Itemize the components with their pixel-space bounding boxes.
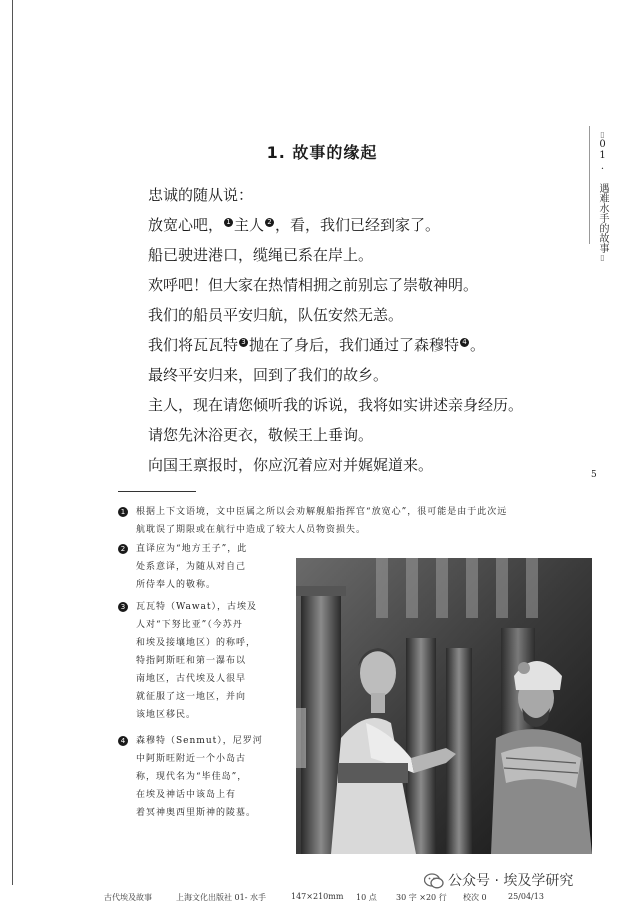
footnote-line: 就征服了这一地区，并向 (136, 692, 247, 702)
poem-text: 请您先沐浴更衣，敬候王上垂询。 (148, 426, 374, 444)
footnote-marker[interactable]: 4 (460, 338, 469, 347)
illustration-sailor-and-priest (296, 558, 592, 854)
footer-publisher: 上海文化出版社 01- 水手 (176, 893, 266, 902)
poem-text: 放宽心吧， (148, 216, 224, 234)
poem-line (148, 420, 523, 450)
footnote-line: 在埃及神话中该岛上有 (136, 790, 237, 800)
poem-line (148, 210, 523, 240)
poem-text: 我们的船员平安归航，队伍安然无恙。 (148, 306, 404, 324)
poem-body (148, 180, 523, 480)
poem-text: 主人 (234, 216, 265, 234)
poem-line (148, 300, 523, 330)
poem-text: 最终平安归来，回到了我们的故乡。 (148, 366, 389, 384)
footer-grid: 30 字 ×20 行 (396, 893, 447, 902)
footnote-number: 3 (118, 602, 128, 612)
poem-text: 。 (470, 336, 486, 354)
tab-bracket-icon: ▯ (598, 130, 607, 139)
footnote-text (136, 732, 286, 822)
poem-line (148, 390, 523, 420)
poem-text: 船已驶进港口，缆绳已系在岸上。 (148, 246, 374, 264)
footnote-number: 2 (118, 544, 128, 554)
tab-bracket-icon: ▯ (598, 253, 607, 262)
poem-text: 忠诚的随从说： (148, 186, 254, 204)
footnote-line: 处系意译，为随从对自己 (136, 562, 247, 572)
footnote-line: 该地区移民。 (136, 710, 197, 720)
footnote-line: 根据上下文语境，文中臣属之所以会劝解舰船指挥官“放宽心”，很可能是由于此次远 (136, 507, 508, 517)
page-border (12, 0, 13, 885)
footnote-rule (118, 491, 196, 492)
footnote-line: 特指阿斯旺和第一瀑布以 (136, 656, 247, 666)
poem-line (148, 240, 523, 270)
footnote-line: 中阿斯旺附近一个小岛古 (136, 754, 247, 764)
footnote-line: 南地区，古代埃及人很早 (136, 674, 247, 684)
poem-text: 向国王禀报时，你应沉着应对并娓娓道来。 (148, 456, 434, 474)
footnote-number: 4 (118, 736, 128, 746)
poem-text: ，看，我们已经到家了。 (275, 216, 441, 234)
footer-size: 147×210mm (291, 892, 344, 901)
footer-book: 古代埃及故事 (104, 893, 152, 902)
footnote-line: 所侍奉人的敬称。 (136, 580, 217, 590)
page-number: 5 (591, 470, 597, 480)
poem-text: 抛在了身后，我们通过了森穆特 (249, 336, 460, 354)
footnote-line: 称，现代名为“毕佳岛”， (136, 772, 248, 782)
footnote-text (136, 598, 286, 724)
footnote-marker[interactable]: 2 (265, 218, 274, 227)
chapter-title: 1. 故事的缘起 (266, 143, 378, 162)
poem-line (148, 450, 523, 480)
poem-text: 我们将瓦瓦特 (148, 336, 239, 354)
poem-line (148, 270, 523, 300)
footer-date: 25/04/13 (508, 892, 544, 901)
wechat-icon (424, 873, 444, 889)
poem-line (148, 330, 523, 360)
footnote-marker[interactable]: 1 (224, 218, 233, 227)
footnote-line: 森穆特（Senmut），尼罗河 (136, 736, 263, 746)
poem-line (148, 180, 523, 210)
footnote-line: 和埃及接壤地区）的称呼， (136, 638, 257, 648)
footnote-number: 1 (118, 507, 128, 517)
poem-text: 主人，现在请您倾听我的诉说，我将如实讲述亲身经历。 (148, 396, 524, 414)
footer-font-size: 10 点 (356, 893, 377, 902)
watermark (424, 870, 573, 890)
footer-proof: 校次 0 (463, 893, 487, 902)
poem-line (148, 360, 523, 390)
watermark-text: 公众号 · 埃及学研究 (448, 873, 574, 889)
chapter-tab-label: 01. 遇难水手的故事 (597, 139, 608, 253)
footnote-line: 着冥神奥西里斯神的陵墓。 (136, 808, 257, 818)
footnote-text (136, 503, 606, 539)
footnote-marker[interactable]: 3 (239, 338, 248, 347)
footnote-line: 航耽误了期限或在航行中造成了较大人员物资损失。 (136, 525, 367, 535)
poem-text: 欢呼吧！但大家在热情相拥之前别忘了崇敬神明。 (148, 276, 479, 294)
footnote-line: 直译应为“地方王子”，此 (136, 544, 248, 554)
footnote-text (136, 540, 286, 594)
footnote-line: 人对“下努比亚”（今苏丹 (136, 620, 243, 630)
footnote-line: 瓦瓦特（Wawat），古埃及 (136, 602, 258, 612)
